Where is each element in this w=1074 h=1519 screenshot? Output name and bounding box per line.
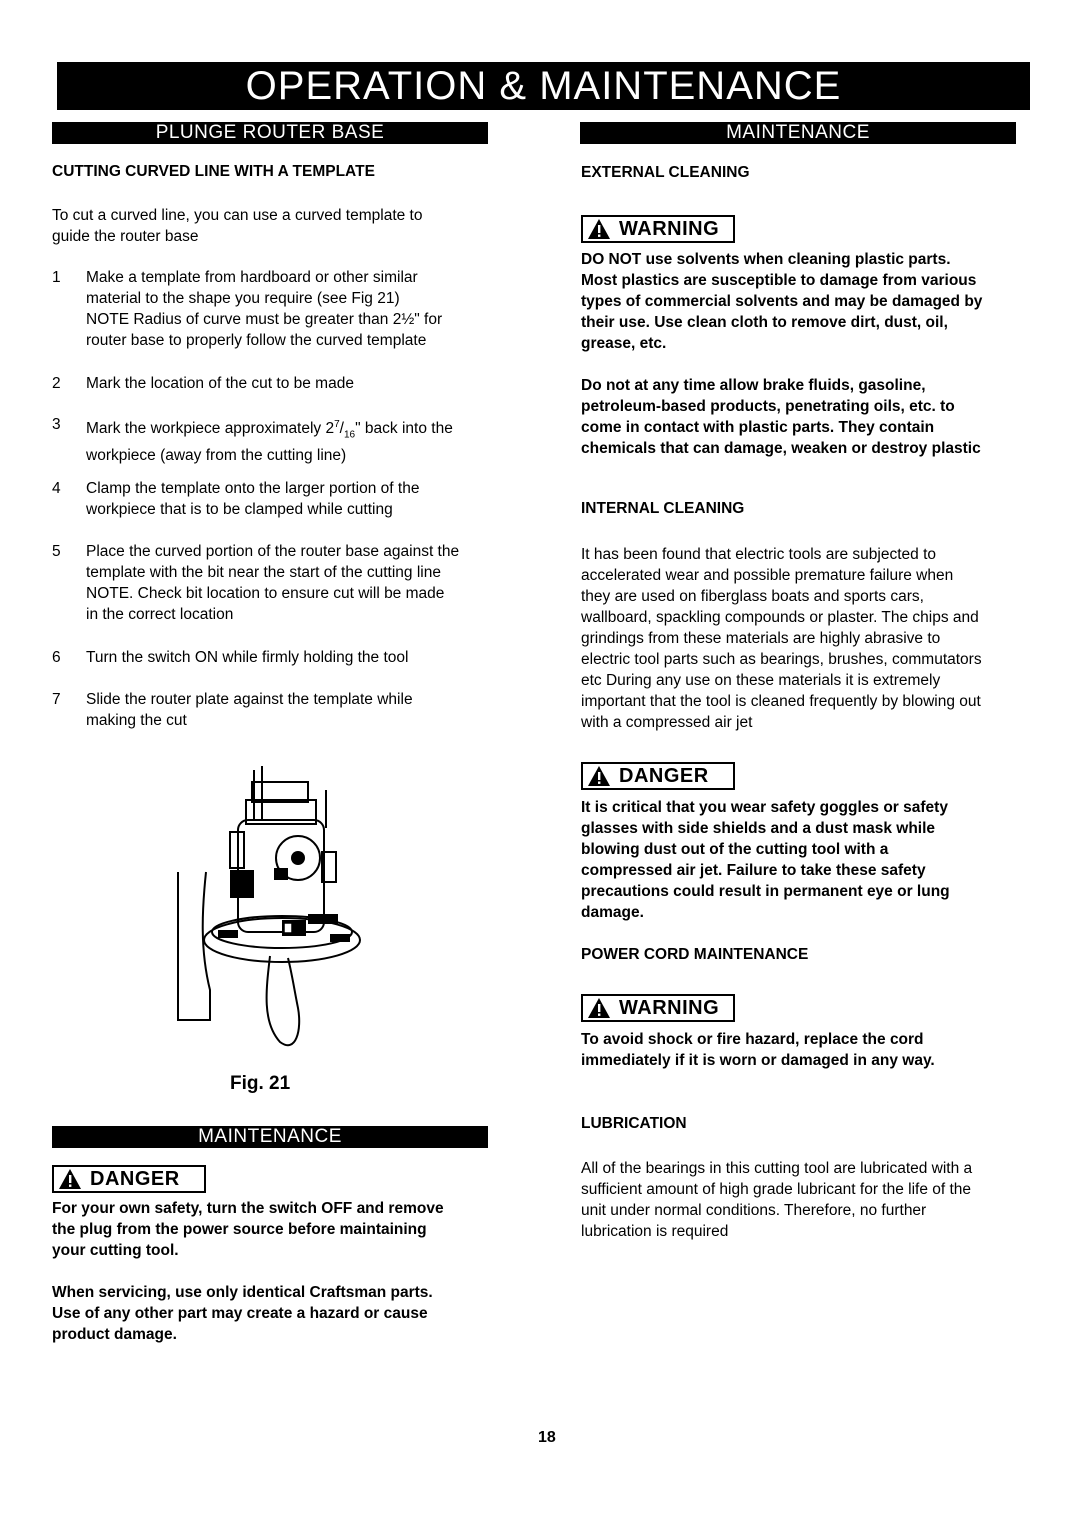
step-text: Mark the location of the cut to be made <box>86 375 354 392</box>
internal-cleaning-heading: INTERNAL CLEANING <box>581 500 745 517</box>
figure-caption: Fig. 21 <box>230 1073 291 1094</box>
step-text: Clamp the template onto the larger portion of the workpiece that is to be clamped while cutting <box>86 480 420 518</box>
danger-label: DANGER <box>90 1167 180 1190</box>
danger-text-left: For your own safety, turn the switch OFF and remove the plug from the power source before maintaining your cutting tool. <box>52 1200 444 1259</box>
step-number: 6 <box>52 649 61 666</box>
step-3 <box>52 414 542 466</box>
step-5 <box>52 541 542 625</box>
brake-fluids-text: Do not at any time allow brake fluids, gasoline, petroleum-based products, penetrating oils, etc. to come in contact with plastic parts. They contain chemicals that can damage, weaken or destroy plastic <box>581 377 981 457</box>
step-1 <box>52 267 542 351</box>
warning-label: WARNING <box>619 996 720 1019</box>
step-number: 5 <box>52 543 61 560</box>
warning-label: WARNING <box>619 217 720 240</box>
page-title-banner: OPERATION & MAINTENANCE <box>57 62 1030 110</box>
cutting-curved-line-heading: CUTTING CURVED LINE WITH A TEMPLATE <box>52 163 375 180</box>
power-cord-heading: POWER CORD MAINTENANCE <box>581 946 809 963</box>
warning-triangle-icon <box>587 218 611 240</box>
step-number: 4 <box>52 480 61 497</box>
warning-triangle-icon <box>587 765 611 787</box>
step-number: 1 <box>52 269 61 286</box>
fraction-numerator: 7 <box>334 419 340 430</box>
warning-alert-1 <box>581 215 735 243</box>
maintenance-bar-right: MAINTENANCE <box>580 122 1016 144</box>
step-text: Mark the workpiece approximately $2^7/_{16}$" back into the workpiece (away from the cutting line) <box>86 419 453 465</box>
step-2 <box>52 373 542 394</box>
warning-triangle-icon <box>587 997 611 1019</box>
lubrication-text: All of the bearings in this cutting tool are lubricated with a sufficient amount of high grade lubricant for the life of the unit under normal conditions. Therefore, no further lubrication is required <box>581 1160 973 1240</box>
router-template-illustration <box>170 760 370 1050</box>
warning-text-solvents: DO NOT use solvents when cleaning plastic parts. Most plastics are susceptible to damage from various types of commercial solvents and may be damaged by their use. Use clean cloth to remove dirt, dust, oil, grease, etc. <box>581 251 983 352</box>
plunge-router-base-bar: PLUNGE ROUTER BASE <box>52 122 488 144</box>
external-cleaning-heading: EXTERNAL CLEANING <box>581 164 750 181</box>
danger-label: DANGER <box>619 764 709 787</box>
power-cord-warning-text: To avoid shock or fire hazard, replace the cord immediately if it is worn or damaged in any way. <box>581 1031 935 1069</box>
step-text: Slide the router plate against the template while making the cut <box>86 691 413 729</box>
step-text: Make a template from hardboard or other similar material to the shape you require (see Fig 21) NOTE Radius of curve must be greater than 2½" for router base to properly follow the curved template <box>86 269 443 349</box>
step-4 <box>52 478 542 520</box>
step-number: 2 <box>52 375 61 392</box>
lubrication-heading: LUBRICATION <box>581 1115 687 1132</box>
maintenance-bar-left: MAINTENANCE <box>52 1126 488 1148</box>
template-intro-text: To cut a curved line, you can use a curved template to guide the router base <box>52 207 423 245</box>
step-text: Turn the switch ON while firmly holding the tool <box>86 649 409 666</box>
page-number: 18 <box>538 1429 556 1446</box>
danger-text-right: It is critical that you wear safety goggles or safety glasses with side shields and a dust mask while blowing dust out of the cutting tool with a compressed air jet. Failure to take these safety precautions could result in permanent eye or lung damage. <box>581 799 950 921</box>
step-6 <box>52 647 542 668</box>
warning-alert-2 <box>581 994 735 1022</box>
step-number: 3 <box>52 416 61 433</box>
danger-alert-left <box>52 1165 206 1193</box>
step-text: Place the curved portion of the router base against the template with the bit near the start of the cutting line NOTE. Check bit location to ensure cut will be made in the correct location <box>86 543 460 623</box>
danger-alert-right <box>581 762 735 790</box>
step-7 <box>52 689 542 731</box>
step-number: 7 <box>52 691 61 708</box>
warning-triangle-icon <box>58 1168 82 1190</box>
fraction-denominator: 16 <box>343 429 356 441</box>
servicing-text: When servicing, use only identical Craftsman parts. Use of any other part may create a hazard or cause product damage. <box>52 1284 433 1343</box>
internal-cleaning-text: It has been found that electric tools are subjected to accelerated wear and possible premature failure when they are used on fiberglass boats and sports cars, wallboard, spackling compounds or plaster. The chips and grindings from these materials are highly abrasive to electric tool parts such as bearings, brushes, commutators etc During any use on these materials it is extremely important that the tool is cleaned frequently by blowing out with a compressed air jet <box>581 546 982 731</box>
